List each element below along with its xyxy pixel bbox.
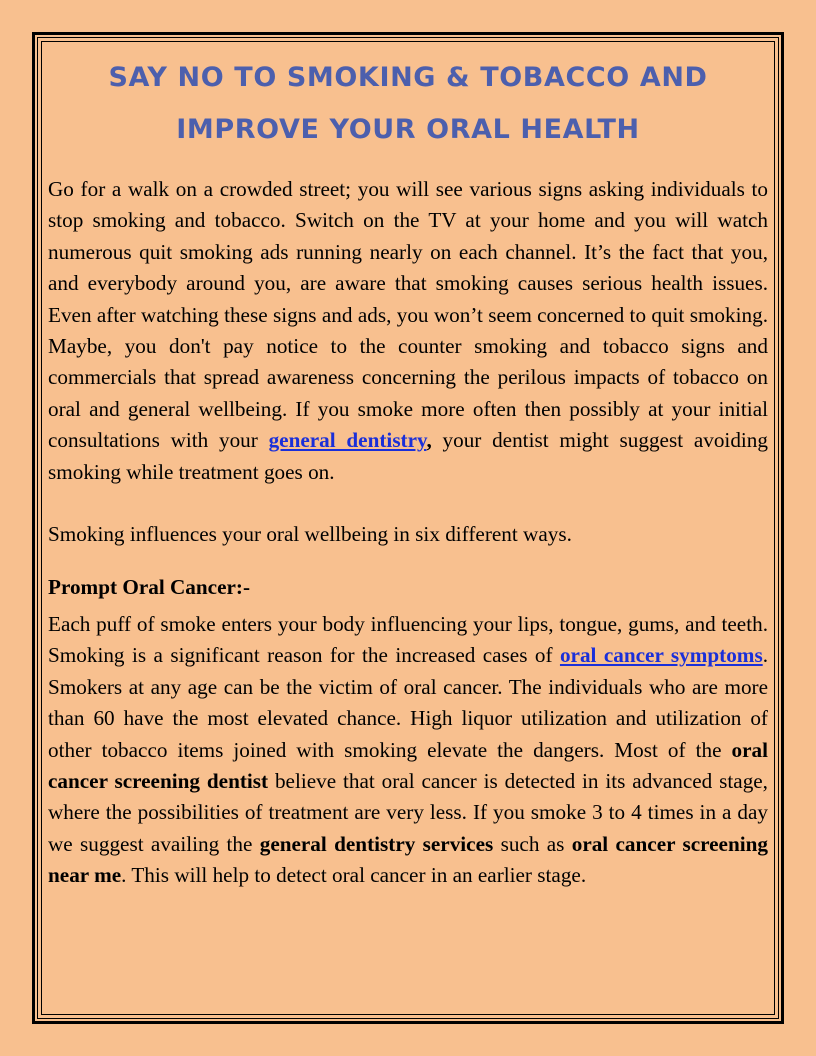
oral-cancer-symptoms-link[interactable]: oral cancer symptoms — [559, 643, 763, 668]
oral-cancer-text-1: Each puff of smoke enters your body influencing your lips, tongue, gums, and teeth. Smoking is a significant reason for the increased cases of — [48, 611, 768, 668]
section-heading-oral-cancer: Prompt Oral Cancer:- — [48, 575, 251, 600]
intro-text-end: your dentist might suggest avoiding smoking while treatment goes on. — [48, 428, 768, 484]
oral-cancer-text-2: . Smokers at any age can be the victim of oral cancer. The individuals who are more than 60 have the most elevated chance. High liquor utilization and utilization of other tobacco items joined with smoking elevate the dangers. Most of the — [48, 643, 768, 762]
intro-comma: , — [426, 428, 432, 453]
oral-cancer-bold-3: oral cancer screening near me — [48, 831, 768, 888]
intro-text: Go for a walk on a crowded street; you will see various signs asking individuals to stop smoking and tobacco. Switch on the TV at your home and you will watch numerous quit smoking ads running nearly on each channel. It’s the fact that you, and everybody around you, are aware that smoking causes serious health issues. Even after watching these signs and ads, you won’t seem concerned to quit smoking. Maybe, you don't pay notice to the counter smoking and tobacco signs and commercials that spread awareness concerning the perilous impacts of tobacco on oral and general wellbeing. If you smoke more often then possibly at your initial consultations with your — [48, 177, 768, 453]
general-dentistry-link[interactable]: general dentistry — [268, 428, 427, 453]
title-line-2: IMPROVE YOUR ORAL HEALTH — [176, 114, 640, 145]
intro-paragraph — [48, 174, 768, 488]
document-title — [48, 52, 768, 156]
oral-cancer-text-4: such as — [493, 831, 572, 856]
summary-paragraph: Smoking influences your oral wellbeing in six different ways. — [48, 522, 572, 547]
oral-cancer-text-5: . This will help to detect oral cancer in an earlier stage. — [121, 863, 587, 888]
title-line-1: SAY NO TO SMOKING & TOBACCO AND — [108, 62, 708, 93]
oral-cancer-paragraph — [48, 609, 768, 892]
oral-cancer-bold-1: oral cancer screening dentist — [48, 737, 768, 793]
oral-cancer-text-3: believe that oral cancer is detected in its advanced stage, where the possibilities of treatment are very less. If you smoke 3 to 4 times in a day we suggest availing the — [48, 768, 768, 856]
oral-cancer-bold-2: general dentistry services — [259, 831, 494, 856]
document-body — [48, 52, 768, 892]
